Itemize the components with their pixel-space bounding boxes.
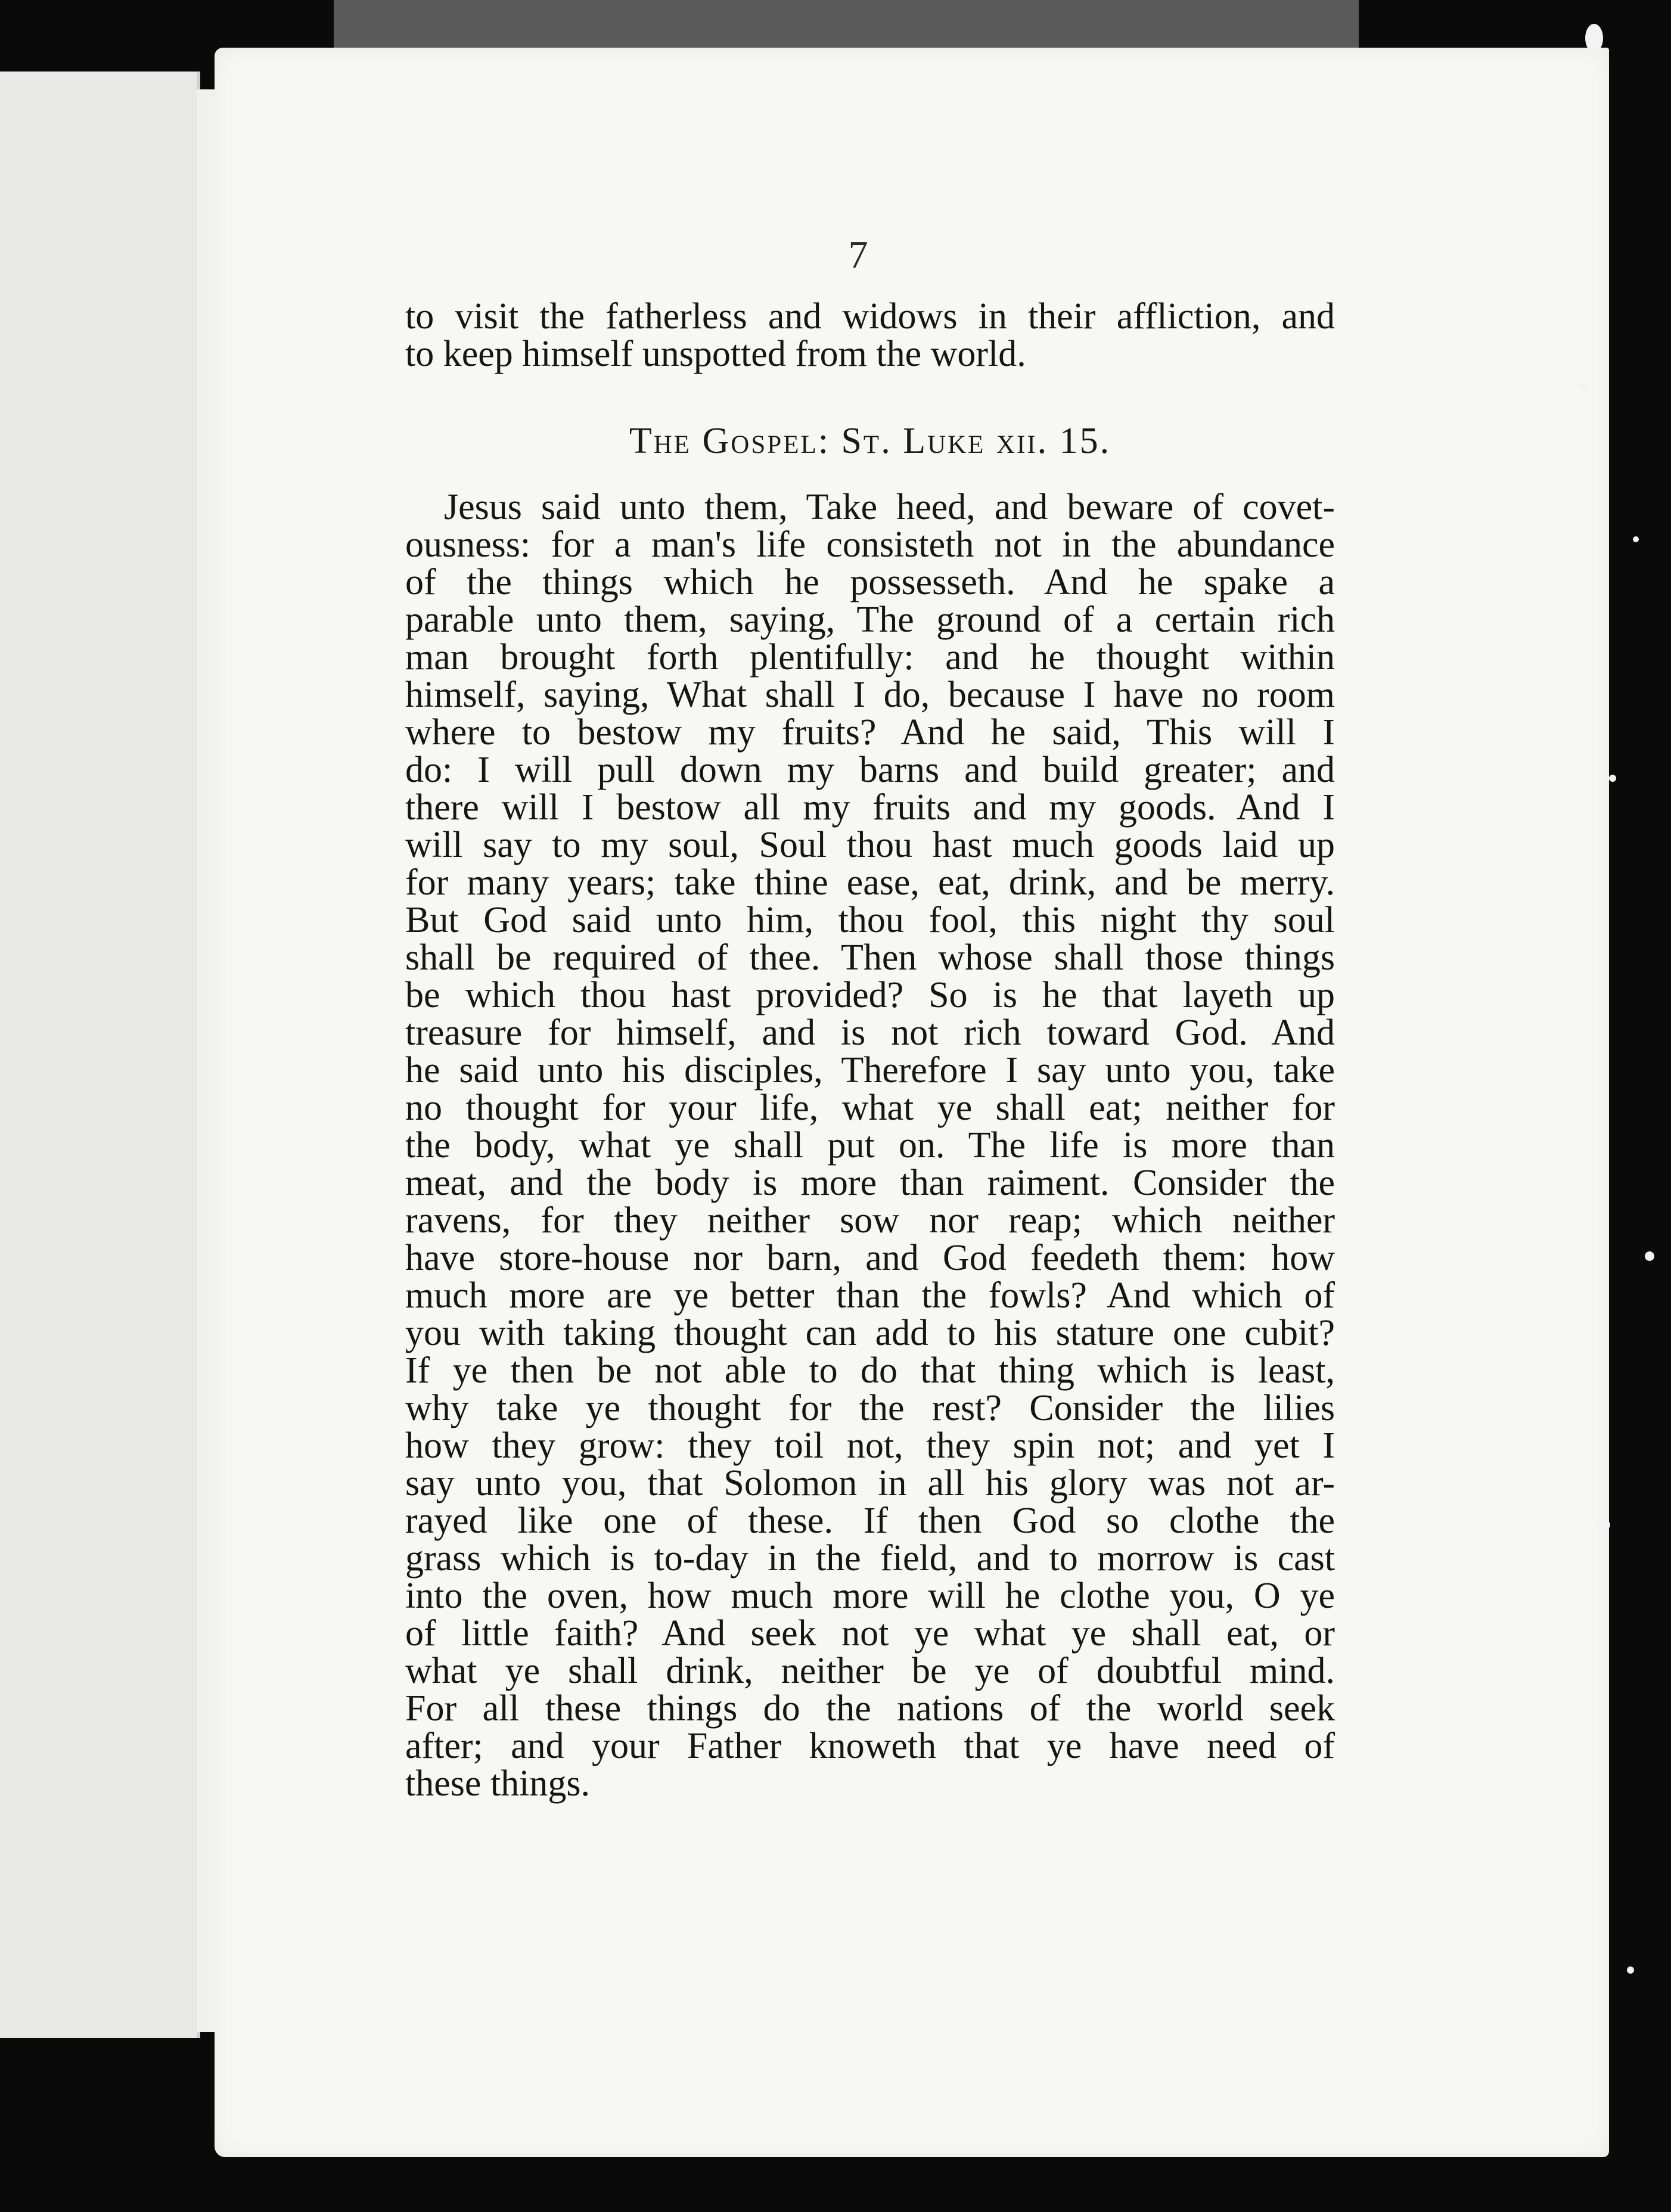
text-line: ravens, for they neither sow nor reap; which neither bbox=[405, 1200, 1335, 1241]
page-number: 7 bbox=[848, 233, 868, 276]
text-line: have store-house nor barn, and God feedeth them: how bbox=[405, 1238, 1335, 1278]
text-line: be which thou hast provided? So is he that layeth up bbox=[405, 975, 1335, 1015]
text-line: to visit the fatherless and widows in their affliction, and bbox=[405, 296, 1335, 337]
text-line: what ye shall drink, neither be ye of doubtful mind. bbox=[405, 1651, 1335, 1691]
text-line: say unto you, that Solomon in all his glory was not ar- bbox=[405, 1463, 1335, 1503]
text-line: much more are ye better than the fowls? And which of bbox=[405, 1275, 1335, 1316]
text-line: himself, saying, What shall I do, because I have no room bbox=[405, 675, 1335, 715]
text-line: there will I bestow all my fruits and my goods. And I bbox=[405, 787, 1335, 828]
text-line: Jesus said unto them, Take heed, and beware of covet- bbox=[444, 487, 1335, 527]
text-line: ousness: for a man's life consisteth not in the abundance bbox=[405, 524, 1335, 565]
intro-paragraph bbox=[405, 298, 1335, 373]
text-line: after; and your Father knoweth that ye have need of bbox=[405, 1726, 1335, 1766]
section-heading: The Gospel: St. Luke xii. 15. bbox=[629, 421, 1111, 461]
text-line: you with taking thought can add to his stature one cubit? bbox=[405, 1313, 1335, 1353]
gospel-paragraph bbox=[405, 489, 1335, 1803]
text-line: rayed like one of these. If then God so clothe the bbox=[405, 1500, 1335, 1541]
scan-speck bbox=[1579, 381, 1588, 390]
text-line: parable unto them, saying, The ground of a certain rich bbox=[405, 599, 1335, 640]
text-line: man brought forth plentifully: and he thought within bbox=[405, 637, 1335, 678]
text-line: of little faith? And seek not ye what ye shall eat, or bbox=[405, 1613, 1335, 1654]
text-line: grass which is to-day in the field, and to morrow is cast bbox=[405, 1538, 1335, 1579]
scan-speck bbox=[1609, 775, 1616, 782]
text-line: he said unto his disciples, Therefore I say unto you, take bbox=[405, 1050, 1335, 1091]
text-line: for many years; take thine ease, eat, drink, and be merry. bbox=[405, 862, 1335, 903]
text-line: do: I will pull down my barns and build greater; and bbox=[405, 750, 1335, 790]
text-line: no thought for your life, what ye shall eat; neither for bbox=[405, 1088, 1335, 1128]
text-line: where to bestow my fruits? And he said, This will I bbox=[405, 712, 1335, 753]
text-line: shall be required of thee. Then whose shall those things bbox=[405, 937, 1335, 978]
text-line: For all these things do the nations of the world seek bbox=[405, 1688, 1335, 1729]
text-line: the body, what ye shall put on. The life is more than bbox=[405, 1125, 1335, 1166]
facing-page-edge bbox=[0, 72, 200, 2038]
text-line: treasure for himself, and is not rich toward God. And bbox=[405, 1012, 1335, 1053]
text-line: these things. bbox=[405, 1763, 590, 1804]
text-line: meat, and the body is more than raiment. Consider the bbox=[405, 1163, 1335, 1203]
scan-speck bbox=[1597, 1520, 1610, 1530]
scan-speck bbox=[1627, 1966, 1634, 1974]
scan-top-strip bbox=[334, 0, 1359, 54]
scan-speck bbox=[1645, 1251, 1654, 1261]
text-line: how they grow: they toil not, they spin not; and yet I bbox=[405, 1425, 1335, 1466]
scan-speck bbox=[1585, 24, 1603, 52]
text-line: But God said unto him, thou fool, this night thy soul bbox=[405, 900, 1335, 940]
text-line: of the things which he possesseth. And he spake a bbox=[405, 562, 1335, 602]
scan-speck bbox=[1633, 536, 1639, 542]
text-line: why take ye thought for the rest? Consider the lilies bbox=[405, 1388, 1335, 1428]
text-line: into the oven, how much more will he clothe you, O ye bbox=[405, 1576, 1335, 1616]
text-line: If ye then be not able to do that thing which is least, bbox=[405, 1350, 1335, 1391]
text-line: will say to my soul, Soul thou hast much goods laid up bbox=[405, 825, 1335, 865]
text-line: to keep himself unspotted from the world. bbox=[405, 334, 1026, 374]
